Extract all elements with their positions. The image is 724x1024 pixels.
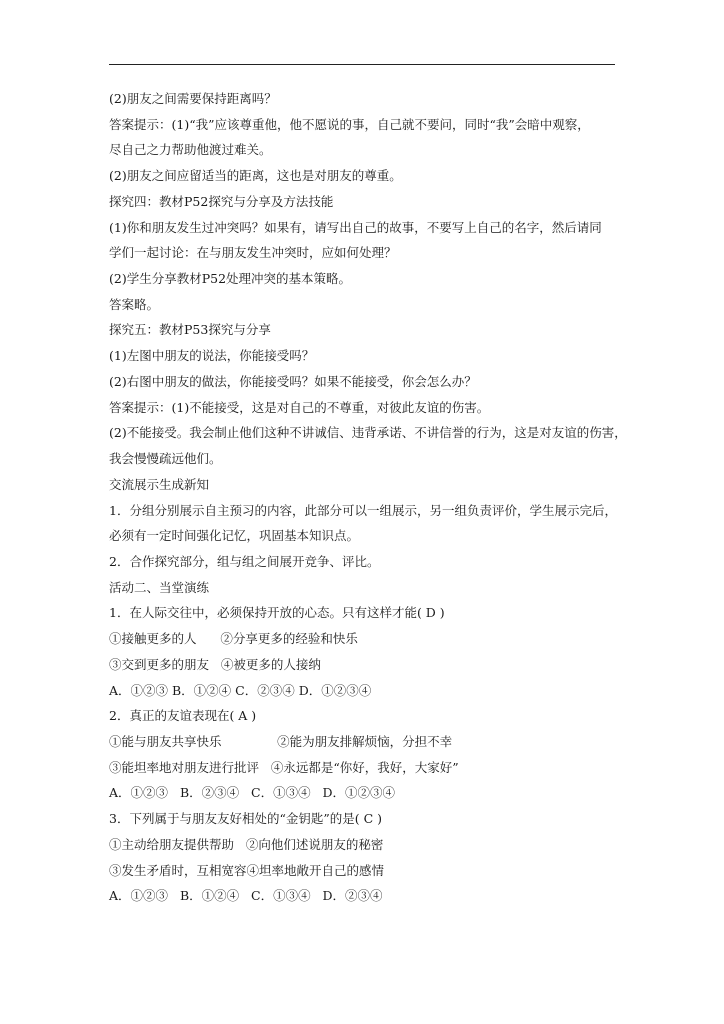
text-line: (2)朋友之间应留适当的距离，这也是对朋友的尊重。 bbox=[109, 168, 402, 184]
answer-choices: A．①②③ B．②③④ C．①③④ D．①②③④ bbox=[109, 785, 396, 801]
text-line: (2)右图中朋友的做法，你能接受吗？如果不能接受，你会怎么办？ bbox=[109, 373, 477, 389]
text-line: 必须有一定时间强化记忆，巩固基本知识点。 bbox=[109, 528, 360, 544]
question-option: ①主动给朋友提供帮助 ②向他们述说朋友的秘密 bbox=[109, 836, 384, 852]
section-heading: 交流展示生成新知 bbox=[109, 476, 210, 492]
text-line: (2)不能接受。我会制止他们这种不讲诚信、违背承诺、不讲信誉的行为，这是对友谊的伤害， bbox=[109, 425, 627, 441]
document-body bbox=[109, 92, 629, 915]
text-line: 1．分组分别展示自主预习的内容，此部分可以一组展示，另一组负责评价，学生展示完后， bbox=[109, 502, 617, 518]
text-line: (1)左图中朋友的说法，你能接受吗？ bbox=[109, 348, 315, 364]
text-line: 尽自己之力帮助他渡过难关。 bbox=[109, 142, 272, 158]
answer-choices: A．①②③ B．①②④ C．②③④ D．①②③④ bbox=[109, 682, 372, 698]
text-line: 我会慢慢疏远他们。 bbox=[109, 451, 222, 467]
question-stem: 1．在人际交往中，必须保持开放的心态。只有这样才能( D ) bbox=[109, 605, 445, 621]
text-line: 答案提示：(1)不能接受，这是对自己的不尊重，对彼此友谊的伤害。 bbox=[109, 399, 490, 415]
question-option: ①能与朋友共享快乐 ②能为朋友排解烦恼，分担不幸 bbox=[109, 733, 453, 749]
question-option: ③交到更多的朋友 ④被更多的人接纳 bbox=[109, 656, 321, 672]
text-line: (2)朋友之间需要保持距离吗？ bbox=[109, 91, 277, 106]
text-line: 答案提示：(1)“我”应该尊重他，他不愿说的事，自己就不要问，同时“我”会暗中观察， bbox=[109, 116, 590, 132]
section-heading: 探究四：教材P52探究与分享及方法技能 bbox=[109, 193, 334, 209]
question-option: ①接触更多的人 ②分享更多的经验和快乐 bbox=[109, 631, 358, 647]
text-line: 2．合作探究部分，组与组之间展开竞争、评比。 bbox=[109, 553, 380, 569]
question-option: ③能坦率地对朋友进行批评 ④永远都是“你好，我好，大家好” bbox=[109, 759, 459, 775]
section-heading: 探究五：教材P53探究与分享 bbox=[109, 322, 271, 338]
text-line: 学们一起讨论：在与朋友发生冲突时，应如何处理？ bbox=[109, 245, 397, 261]
section-heading: 活动二、当堂演练 bbox=[109, 579, 210, 595]
text-line: (1)你和朋友发生过冲突吗？如果有，请写出自己的故事，不要写上自己的名字，然后请同 bbox=[109, 219, 602, 235]
header-rule bbox=[109, 64, 615, 65]
question-stem: 2．真正的友谊表现在( A ) bbox=[109, 708, 257, 724]
question-option: ③发生矛盾时，互相宽容④坦率地敞开自己的感情 bbox=[109, 862, 385, 878]
text-line: (2)学生分享教材P52处理冲突的基本策略。 bbox=[109, 271, 352, 287]
text-line: 答案略。 bbox=[109, 296, 160, 312]
answer-choices: A．①②③ B．①②④ C．①③④ D．②③④ bbox=[109, 888, 383, 904]
question-stem: 3．下列属于与朋友友好相处的“金钥匙”的是( C ) bbox=[109, 811, 382, 827]
